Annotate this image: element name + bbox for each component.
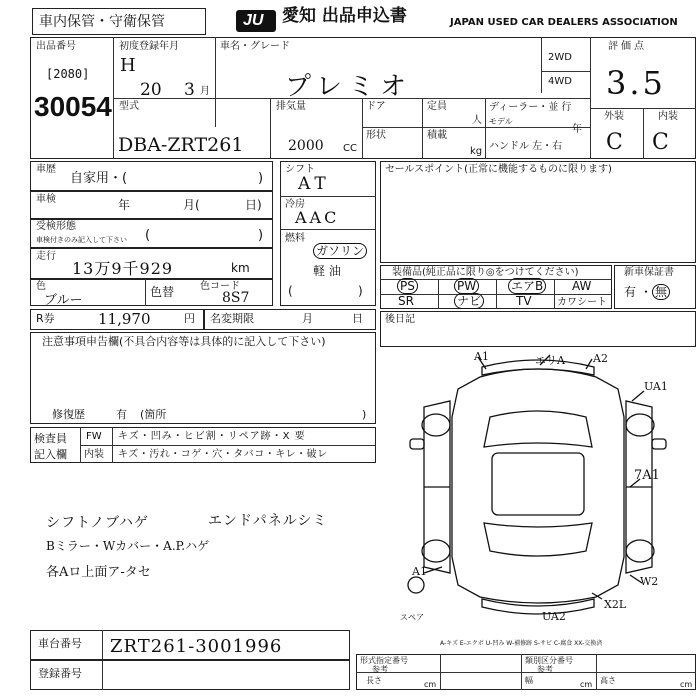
repair-location-text: 箇所 (144, 408, 167, 421)
receipt-label: 受検形態 (36, 221, 76, 232)
history-label: 車歴 (36, 164, 56, 175)
transmission-label: シフト (285, 164, 315, 175)
footer-length-cm: cm (424, 680, 437, 689)
equipment-ps (397, 281, 418, 292)
inspection-box (30, 191, 273, 219)
history-box (30, 161, 273, 191)
footer-width-cm: cm (580, 680, 593, 689)
model-year-unit: 年 (572, 124, 582, 135)
drive-2wd: 2WD (548, 52, 572, 63)
fuel-open: ( (288, 284, 293, 298)
lot-number: 30054 (34, 91, 112, 122)
car-body-outline (452, 369, 624, 603)
drive-4wd: 4WD (548, 76, 572, 87)
load-label: 積載 (427, 130, 447, 141)
history-value: 自家用・( (70, 171, 128, 186)
equipment-pw (454, 281, 479, 292)
mark-right-rear: W2 (640, 575, 659, 588)
inspection-label: 車検 (36, 194, 56, 205)
inspector-fw: FW (86, 431, 102, 442)
displacement-unit: CC (343, 143, 357, 154)
mileage-unit: km (231, 261, 250, 275)
repair-label: 修復歴 (52, 408, 85, 421)
registration-era: H (120, 55, 136, 76)
inspector-in-items: キズ・汚れ・コゲ・穴・タバコ・キレ・破レ (118, 449, 328, 460)
footer-width: 幅 (525, 676, 533, 685)
color-change-label: 色替 (150, 285, 175, 299)
sales-points-box (380, 161, 696, 263)
car-rear-bumper (482, 599, 594, 614)
storage-label: 車内保管・守衛保管 (39, 14, 165, 30)
chassis-label: 車台番号 (38, 637, 82, 650)
warranty-no-circled: 無 (652, 284, 670, 300)
mirror-left (410, 439, 424, 449)
kg-unit: kg (470, 146, 483, 157)
model-label: 型式 (119, 101, 139, 112)
handle-label: ハンドル 左・右 (489, 141, 563, 152)
equipment-navi (454, 296, 484, 307)
mark-front-bumper-center: エリA (535, 354, 565, 367)
lot-label: 出品番号 (36, 41, 76, 52)
equipment-airbag (508, 281, 546, 292)
inspection-year: 年 (118, 198, 131, 212)
car-windshield (484, 411, 592, 447)
car-name-label: 車名・グレード (220, 41, 290, 52)
color-code: 8S7 (222, 290, 250, 306)
receipt-close: ) (258, 228, 264, 243)
registration-month-unit: 月 (200, 86, 210, 97)
comment-line-3: 各Aロ上面ア-タセ (46, 565, 151, 580)
inspector-label-2: 記入欄 (34, 448, 67, 461)
notes-label: 注意事項申告欄(不具合内容等は具体的に記入して下さい) (42, 335, 326, 348)
mileage-label: 走行 (36, 251, 56, 262)
ju-logo (236, 10, 276, 32)
inspection-day: 日) (245, 198, 262, 212)
mark-right-doors-text: A1 (642, 468, 660, 483)
equipment-pw-circled: PW (454, 278, 479, 294)
transmission-value: AT (298, 174, 331, 194)
form-title: 愛知 出品申込書 (282, 6, 407, 26)
storage-label-box (32, 8, 206, 35)
rating-exterior: C (606, 130, 623, 155)
aircon-label: 冷房 (285, 199, 305, 210)
footer-ref-1: 参考 (372, 665, 388, 674)
mark-front-bumper-right: A2 (593, 352, 608, 365)
capacity-label: 定員 (427, 101, 447, 112)
comment-line-1b: エンドパネルシミ (208, 513, 328, 529)
diagram-legend: A-キズ E-エクボ U-凹み W-補修跡 S-サビ C-腐食 XX-交換済 (440, 640, 603, 647)
later-date-label: 後日記 (385, 314, 415, 325)
warranty-yes: 有 (624, 285, 637, 299)
receipt-open: ( (145, 228, 151, 243)
footer-type-no: 形式指定番号 (360, 656, 408, 665)
mark-left-rear: A1 (412, 565, 427, 578)
mirror-right (652, 439, 666, 449)
form-subtitle: JAPAN USED CAR DEALERS ASSOCIATION (450, 17, 678, 28)
inspector-in: 内装 (84, 449, 104, 460)
comment-line-2: Bミラー・Wカバー・A.P.ハゲ (46, 539, 210, 553)
fuel-close: ) (358, 284, 363, 298)
name-change-day: 日 (352, 312, 363, 325)
color-label: 色 (36, 281, 46, 292)
rating-interior: C (652, 130, 669, 155)
mileage-value: 13万9千929 (72, 259, 174, 278)
car-name-value: プレミオ (285, 72, 412, 102)
fuel-diesel: 軽 油 (313, 264, 341, 278)
displacement-value: 2000 (288, 138, 324, 154)
fuel-gas (313, 246, 367, 257)
lot-sub-number: [2080] (46, 67, 90, 81)
spare-label: スペア (400, 613, 424, 622)
recycle-unit: 円 (184, 312, 195, 325)
chassis-value: ZRT261-3001996 (110, 636, 283, 657)
warranty-label: 新車保証書 (624, 267, 674, 278)
shape-label: 形状 (366, 130, 386, 141)
equipment-seat: カワシート (557, 297, 607, 308)
model-value: DBA-ZRT261 (118, 134, 244, 156)
registration-label: 初度登録年月 (119, 41, 179, 52)
warranty-no (652, 287, 670, 298)
inspector-label-1: 検査員 (34, 432, 67, 445)
mark-front-bumper-left: A1 (474, 350, 489, 363)
ju-logo-text: JU (243, 12, 264, 29)
footer-height-cm: cm (680, 680, 693, 689)
equipment-aw: AW (572, 279, 592, 293)
plate-label: 登録番号 (38, 667, 82, 680)
aircon-value: AAC (295, 208, 340, 227)
later-date-box (380, 311, 696, 347)
rating-label: 評価点 (608, 41, 647, 52)
car-rear-window (484, 523, 592, 556)
recycle-value: 11,970 (98, 310, 151, 328)
footer-height: 高さ (600, 676, 616, 685)
mark-rear-bumper: UA2 (542, 610, 566, 623)
wheel-front-right (626, 414, 654, 436)
model-year-label: モデル (489, 117, 513, 126)
displacement-label: 排気量 (276, 101, 306, 112)
fuel-label: 燃料 (285, 233, 305, 244)
repair-value: 有 (116, 408, 127, 421)
equipment-tv: TV (516, 294, 532, 308)
repair-close: ) (362, 408, 367, 421)
equipment-airbag-circled: エアB (508, 278, 546, 294)
wheel-front-left (422, 414, 450, 436)
person-unit: 人 (472, 115, 482, 126)
repair-location: (箇所 (140, 408, 167, 421)
color-code-label: 色コード (200, 281, 240, 292)
color-value: ブルー (44, 293, 83, 308)
car-roof (492, 453, 584, 515)
mark-right-fender: UA1 (644, 380, 668, 393)
dealer-label: ディーラー・並 行 (489, 102, 572, 113)
history-close: ) (258, 171, 264, 186)
rating-score: 3.5 (606, 64, 666, 102)
door-label: ドア (366, 101, 386, 112)
equipment-ps-circled: PS (397, 278, 418, 294)
equipment-navi-circled: ナビ (454, 293, 484, 309)
name-change-month: 月 (302, 312, 313, 325)
comment-line-1: シフトノブハゲ (46, 515, 150, 531)
recycle-label: R券 (36, 312, 55, 325)
mark-rear-bumper-right: X2L (604, 598, 627, 611)
equipment-label: 装備品(純正品に限り◎をつけてください) (392, 267, 579, 278)
wheel-rear-left (422, 540, 450, 562)
receipt-note: 車検付きのみ記入して下さい (36, 236, 127, 244)
sales-points-label: セールスポイント(正常に機能するものに限ります) (385, 164, 612, 175)
name-change-label: 名変期限 (210, 312, 254, 325)
fuel-gas-circled: ガソリン (313, 243, 367, 259)
rating-exterior-label: 外装 (604, 111, 624, 122)
footer-ref-2: 参考 (537, 665, 553, 674)
rating-interior-label: 内装 (658, 111, 678, 122)
equipment-sr: SR (398, 294, 414, 308)
inspector-fw-items: キズ・凹み・ヒビ割・リペア跡・X 要 (118, 431, 306, 442)
registration-month: 3 (184, 80, 195, 100)
warranty-sep: ・ (640, 285, 653, 299)
footer-length: 長さ (366, 676, 382, 685)
footer-class-no: 類別区分番号 (525, 656, 573, 665)
inspection-month: 月( (183, 198, 200, 212)
spare-tire (408, 577, 424, 593)
registration-year: 20 (140, 80, 162, 100)
mark-right-doors: 7A1 (634, 468, 660, 483)
wheel-rear-right (626, 540, 654, 562)
